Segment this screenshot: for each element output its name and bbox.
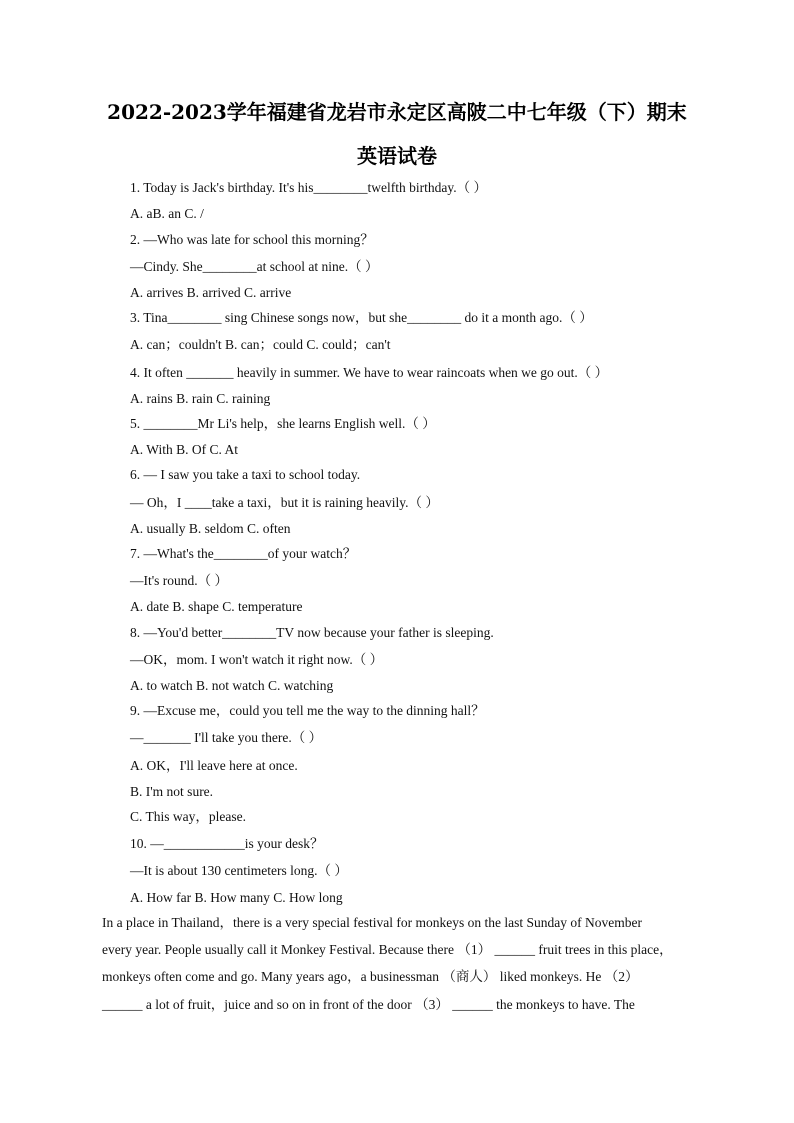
passage-line: monkeys often come and go. Many years ago，a businessman （商人） liked monkeys. He （2）: [102, 969, 639, 984]
question-line: —OK，mom. I won't watch it right now.（ ）: [130, 652, 384, 667]
question-line: —_______ I'll take you there.（ ）: [130, 730, 323, 745]
question-line: —It's round.（ ）: [130, 573, 229, 588]
question-line: 10. —____________is your desk？: [130, 836, 324, 851]
passage-line: every year. People usually call it Monkey Festival. Because there （1） ______ fruit trees in this place，: [102, 942, 673, 957]
option-line: A. aB. an C. /: [130, 206, 204, 221]
option-line: A. usually B. seldom C. often: [130, 521, 291, 536]
option-line: A. can；couldn't B. can；could C. could；can't: [130, 337, 391, 352]
option-line: C. This way，please.: [130, 809, 246, 824]
passage-line: ______ a lot of fruit，juice and so on in front of the door （3） ______ the monkeys to have. The: [102, 997, 635, 1012]
option-line: A. arrives B. arrived C. arrive: [130, 285, 292, 300]
option-line: A. to watch B. not watch C. watching: [130, 678, 334, 693]
option-line: A. OK，I'll leave here at once.: [130, 758, 298, 773]
question-line: 5. ________Mr Li's help，she learns English well.（ ）: [130, 416, 436, 431]
option-line: A. rains B. rain C. raining: [130, 391, 271, 406]
question-line: 3. Tina________ sing Chinese songs now，but she________ do it a month ago.（ ）: [130, 310, 593, 325]
question-line: 4. It often _______ heavily in summer. We have to wear raincoats when we go out.（ ）: [130, 365, 609, 380]
question-line: 7. —What's the________of your watch？: [130, 546, 357, 561]
option-line: A. How far B. How many C. How long: [130, 890, 343, 905]
question-line: —It is about 130 centimeters long.（ ）: [130, 863, 348, 878]
page-title-line2: 英语试卷: [357, 144, 437, 168]
page-title-line1: 2022-2023学年福建省龙岩市永定区高陂二中七年级（下）期末: [107, 100, 687, 124]
option-line: A. date B. shape C. temperature: [130, 599, 303, 614]
option-line: A. With B. Of C. At: [130, 442, 238, 457]
question-line: 8. —You'd better________TV now because your father is sleeping.: [130, 625, 494, 640]
question-line: 1. Today is Jack's birthday. It's his________twelfth birthday.（ ）: [130, 180, 488, 195]
passage-line: In a place in Thailand，there is a very special festival for monkeys on the last Sunday of November: [102, 915, 642, 930]
question-line: 9. —Excuse me，could you tell me the way to the dinning hall？: [130, 703, 485, 718]
question-line: 2. —Who was late for school this morning？: [130, 232, 374, 247]
question-line: — Oh，I ____take a taxi，but it is raining heavily.（ ）: [130, 495, 439, 510]
question-line: —Cindy. She________at school at nine.（ ）: [130, 259, 379, 274]
option-line: B. I'm not sure.: [130, 784, 214, 799]
question-line: 6. — I saw you take a taxi to school today.: [130, 467, 361, 482]
